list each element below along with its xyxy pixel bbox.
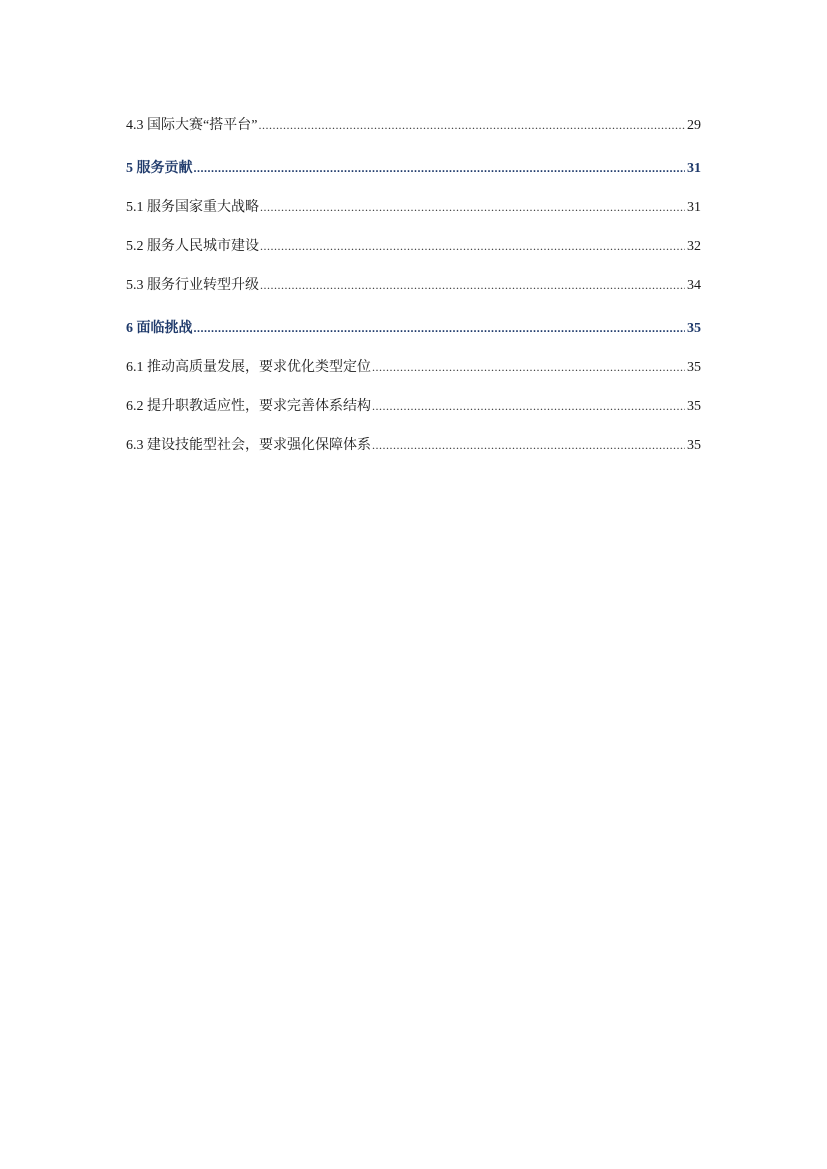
dot-leader (260, 200, 685, 215)
toc-entry-6-2[interactable] (126, 395, 701, 421)
toc-entry-4-3[interactable] (126, 114, 701, 140)
toc-entry-label: 6.3 建设技能型社会，要求强化保障体系 (126, 438, 371, 453)
toc-chapter-page: 35 (687, 321, 701, 336)
dot-leader (372, 438, 685, 453)
dot-leader (260, 278, 685, 293)
toc-entry-page: 31 (687, 200, 701, 215)
toc-entry-page: 29 (687, 118, 701, 133)
toc-entry-page: 35 (687, 360, 701, 375)
dot-leader (194, 161, 686, 176)
toc-entry-5-1[interactable] (126, 196, 701, 222)
toc-chapter-page: 31 (687, 161, 701, 176)
table-of-contents (126, 114, 701, 460)
dot-leader (372, 360, 685, 375)
dot-leader (372, 399, 685, 414)
toc-chapter-label: 6 面临挑战 (126, 321, 193, 336)
toc-chapter-label: 5 服务贡献 (126, 161, 193, 176)
toc-entry-page: 35 (687, 438, 701, 453)
toc-entry-label: 4.3 国际大赛“搭平台” (126, 118, 258, 133)
toc-entry-label: 6.2 提升职教适应性，要求完善体系结构 (126, 399, 371, 414)
toc-entry-6-3[interactable] (126, 434, 701, 460)
toc-entry-page: 32 (687, 239, 701, 254)
toc-entry-label: 5.3 服务行业转型升级 (126, 278, 259, 293)
toc-entry-6-1[interactable] (126, 356, 701, 382)
toc-entry-5-3[interactable] (126, 274, 701, 300)
toc-chapter-6[interactable] (126, 317, 701, 343)
toc-entry-page: 35 (687, 399, 701, 414)
toc-chapter-5[interactable] (126, 157, 701, 183)
toc-entry-label: 5.2 服务人民城市建设 (126, 239, 259, 254)
toc-entry-5-2[interactable] (126, 235, 701, 261)
toc-entry-label: 6.1 推动高质量发展，要求优化类型定位 (126, 360, 371, 375)
dot-leader (194, 321, 686, 336)
dot-leader (260, 239, 685, 254)
toc-entry-page: 34 (687, 278, 701, 293)
dot-leader (258, 118, 685, 133)
toc-entry-label: 5.1 服务国家重大战略 (126, 200, 259, 215)
